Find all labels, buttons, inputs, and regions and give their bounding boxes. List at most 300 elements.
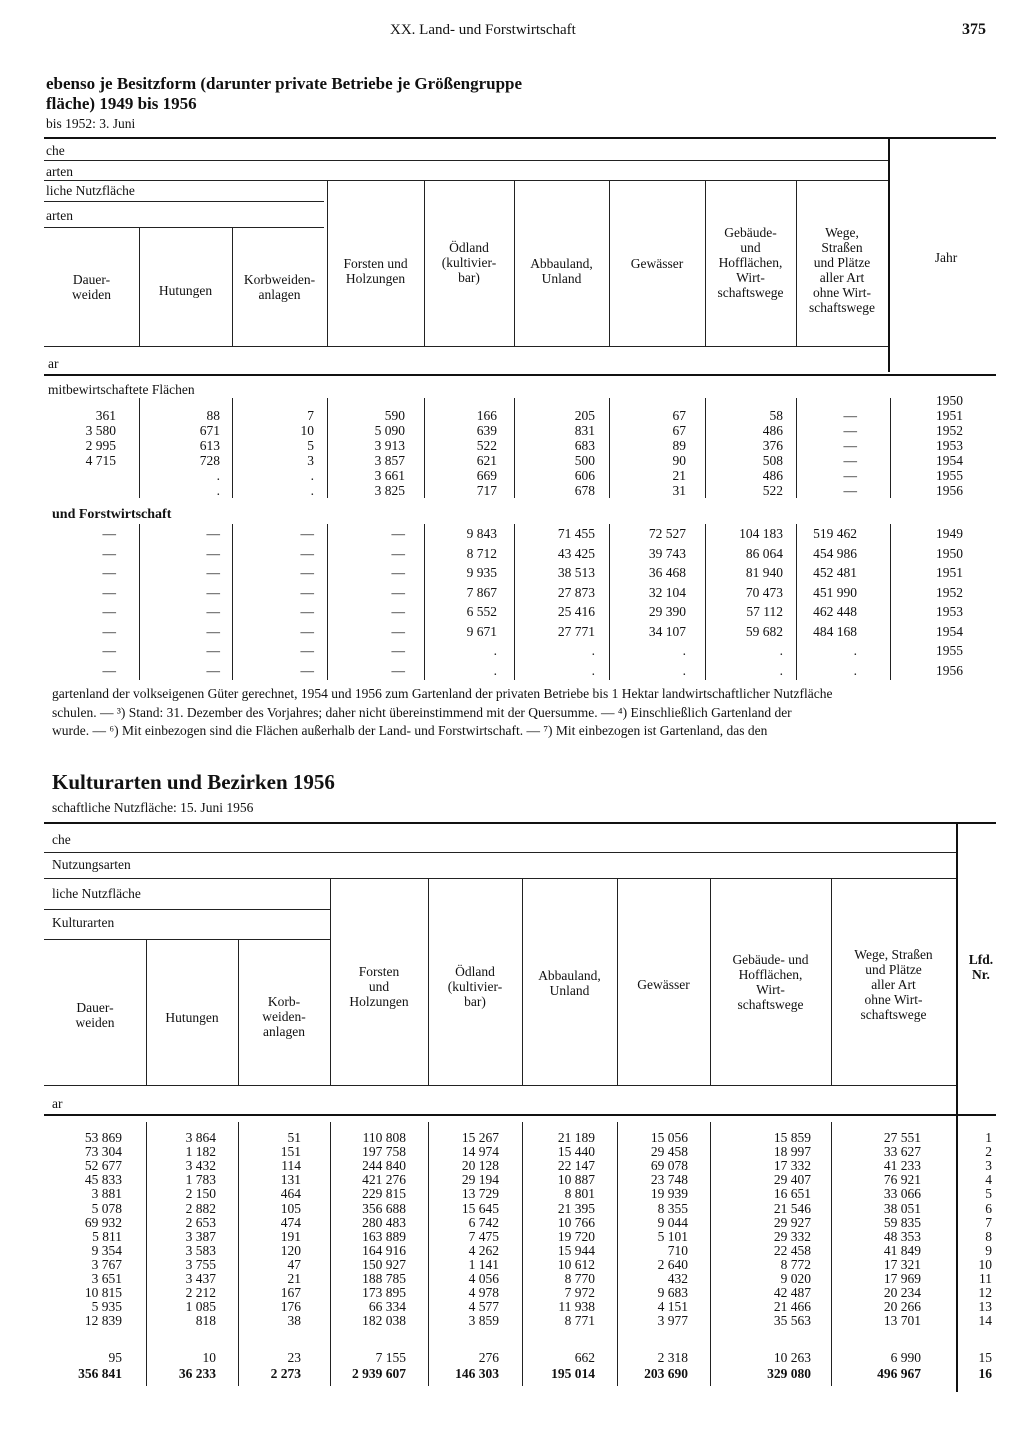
table-cell: . [493,662,497,678]
table-cell: 45 833 [84,1172,122,1188]
table-cell: 9 020 [780,1271,811,1286]
table-cell: 70 473 [745,584,783,600]
table-cell: 710 [667,1242,688,1258]
table-cell: 1949 [936,526,963,541]
table-row [0,1201,1024,1216]
t2-col-wege: Wege, Straßen und Plätze aller Art ohne Wirt- schaftswege [854,947,933,1022]
table-cell: 11 [979,1271,992,1286]
table-cell: — [206,662,220,678]
table-row [0,1366,1024,1381]
table-cell: 678 [574,483,595,498]
table-row [0,1144,1024,1159]
table-cell: 2 995 [85,438,116,453]
table-cell: . [591,643,595,658]
table-cell: 3 [307,453,314,468]
table-cell: 104 183 [739,526,783,541]
table-cell: — [843,438,857,453]
table-cell: — [300,526,314,541]
table-cell: 831 [574,423,595,438]
t1-stub-1: che [46,143,65,158]
table-cell: 195 014 [551,1366,595,1381]
table-cell: — [102,643,116,658]
table-cell: 20 266 [883,1299,921,1315]
table-cell: 7 867 [466,584,497,600]
table-cell: 3 857 [374,453,405,468]
t1-body-divider [232,398,233,498]
table-cell: 191 [280,1228,301,1244]
table-cell: 23 [287,1350,301,1365]
table-cell: 51 [287,1130,301,1145]
table-cell: 606 [574,468,595,483]
table-cell: 3 864 [185,1130,216,1145]
table-cell: — [300,565,314,580]
table-cell: 508 [762,453,783,468]
t1-col-forsten: Forsten und Holzungen [343,256,408,286]
table-cell: 35 563 [773,1313,811,1329]
table-cell: 9 935 [466,565,497,580]
table-cell: 8 [985,1228,992,1244]
table-cell: 519 462 [813,526,857,541]
table-cell: 47 [287,1256,301,1272]
table-cell: 3 661 [374,468,405,483]
table-cell: 3 767 [91,1256,122,1272]
table-cell: 197 758 [362,1144,406,1160]
table-cell: 3 651 [91,1271,122,1286]
table-cell: 19 720 [557,1228,595,1244]
table-cell: 89 [672,438,686,453]
t1-col-gewaesser: Gewässer [630,256,684,271]
table-cell: 484 168 [813,623,857,639]
table-cell: 500 [574,453,595,468]
table-cell: 59 682 [745,623,783,639]
t1-body-divider [890,524,891,680]
table-cell: 81 940 [745,565,783,580]
table-cell: 53 869 [84,1130,122,1145]
t2-col-forsten: Forsten und Holzungen [349,964,409,1009]
table-cell: 21 [287,1271,301,1286]
table-cell: 1952 [936,423,963,438]
table-cell: 12 [978,1285,992,1301]
table-cell: 21 [672,468,686,483]
table-cell: — [300,643,314,658]
table-cell: 4 978 [468,1285,499,1301]
table-row [0,1158,1024,1173]
table-cell: 8 770 [564,1271,595,1286]
table-cell: — [102,565,116,580]
table-cell: 8 712 [466,545,497,561]
table-row [0,453,1024,468]
table-cell: 52 677 [84,1158,122,1174]
table-cell: — [843,423,857,438]
table-cell: 3 437 [185,1271,216,1286]
table-cell: 17 969 [883,1271,921,1286]
table-cell: 38 [287,1313,301,1329]
table-cell: 452 481 [813,565,857,580]
t1-rule [44,201,324,202]
table1-title-line1: ebenso je Besitzform (darunter private Betriebe je Größengruppe [46,74,523,93]
table-cell: 110 808 [362,1130,406,1145]
table-cell: 2 150 [185,1186,216,1202]
table-cell: 669 [476,468,497,483]
table-cell: 2 939 607 [352,1366,406,1381]
table-cell: 683 [574,438,595,453]
table-cell: 356 841 [78,1366,122,1381]
table-cell: 4 577 [468,1299,499,1315]
table1-title-line2: fläche) 1949 bis 1956 [46,94,197,113]
table-cell: 29 407 [773,1172,811,1188]
table-cell: 613 [199,438,220,453]
chapter-title: XX. Land- und Forstwirtschaft [390,22,576,38]
table-cell: 1 141 [468,1256,499,1272]
table-cell: 8 801 [564,1186,595,1202]
table-cell: 15 944 [557,1242,595,1258]
table-cell: 10 766 [557,1214,595,1230]
t2-stub-1: che [52,832,71,847]
table-cell: 18 997 [773,1144,811,1160]
table-cell: 25 416 [557,604,595,619]
table-cell: 229 815 [362,1186,406,1202]
table-cell: 20 234 [883,1285,921,1301]
table-cell: — [300,604,314,619]
table-cell: 10 [300,423,314,438]
table-row [0,1186,1024,1201]
t1-body-divider [609,398,610,498]
t1-rule [44,227,324,228]
table-cell: 163 889 [362,1228,406,1244]
table-cell: 3 387 [185,1228,216,1244]
t1-rule [44,180,888,181]
table-cell: — [102,623,116,639]
table-cell: 4 151 [657,1299,688,1315]
table-cell: 23 748 [650,1172,688,1188]
t1-stub-2: arten [46,164,73,179]
table-cell: . [853,662,857,678]
t1-body-divider [890,398,891,498]
t1-body-divider [139,398,140,498]
table-cell: 29 390 [648,604,686,619]
table-cell: 3 859 [468,1313,499,1329]
table-cell: 3 583 [185,1242,216,1258]
t2-stub-4: Kulturarten [52,915,115,930]
t2-col-dauerweiden: Dauer- weiden [75,1000,115,1030]
table-cell: 71 455 [557,526,595,541]
table-cell: 48 353 [883,1228,921,1244]
t1-body-divider [327,524,328,680]
table-cell: 1952 [936,584,963,600]
t1-footnote-1: gartenland der volkseigenen Güter gerechnet, 1954 und 1956 zum Gartenland der privaten Betriebe bis 1 Hektar landwirtschaftlicher Nutzfläche [52,686,833,701]
t2-body-divider [617,1122,618,1386]
t1-col-jahr: Jahr [934,250,958,265]
table-cell: 33 066 [883,1186,921,1202]
table-cell: 1955 [936,468,963,483]
table-row [0,1172,1024,1187]
table-cell: 1 783 [185,1172,216,1188]
t2-rule [44,909,330,910]
t1-rule [44,160,888,161]
table-cell: 66 334 [368,1299,406,1315]
table-cell: 182 038 [362,1313,406,1329]
table-cell: . [216,468,220,483]
table-row [0,622,1024,641]
table-cell: 2 212 [185,1285,216,1301]
table-cell: — [391,526,405,541]
table-cell: 22 147 [557,1158,595,1174]
table-cell: 22 458 [773,1242,811,1258]
t1-col-korbweiden: Korbweiden- anlagen [243,272,316,302]
table-cell: . [591,662,595,678]
table-cell: 188 785 [362,1271,406,1286]
table-cell: 3 755 [185,1256,216,1272]
t2-col-lfdnr: Lfd. Nr. [968,952,994,982]
table2-subtitle: schaftliche Nutzfläche: 15. Juni 1956 [52,800,254,815]
table-cell: 3 432 [185,1158,216,1174]
table-cell: 9 683 [657,1285,688,1301]
table-cell: 59 835 [883,1214,921,1230]
table-cell: — [102,545,116,561]
table-cell: 88 [206,408,220,423]
table-cell: 590 [384,408,405,423]
table-cell: 451 990 [813,584,857,600]
t2-col-korbweiden: Korb- weiden- anlagen [262,994,306,1039]
table-cell: 5 [985,1186,992,1202]
table2-title: Kulturarten und Bezirken 1956 [52,770,335,794]
table-cell: . [779,643,783,658]
table-cell: 9 671 [466,623,497,639]
table-cell: 15 [978,1350,992,1365]
table-row [0,393,1024,408]
table-cell: 462 448 [813,604,857,619]
page-number: 375 [962,21,986,38]
table-cell: 43 425 [557,545,595,561]
table-cell: 3 977 [657,1313,688,1329]
table-row [0,641,1024,660]
table-cell: 3 580 [85,423,116,438]
table-cell: 728 [199,453,220,468]
table-cell: 69 078 [650,1158,688,1174]
table-cell: 13 [978,1299,992,1315]
t1-footnote-3: wurde. — ⁶) Mit einbezogen sind die Flächen außerhalb der Land- und Forstwirtschaft. — ⁷) Mit einbezogen ist Gartenland, das den [52,723,768,738]
table-cell: 454 986 [813,545,857,561]
table-cell: 10 887 [557,1172,595,1188]
t2-col-hutungen: Hutungen [165,1010,219,1025]
t1-col-abbauland: Abbauland, Unland [530,256,593,286]
table-row [0,1130,1024,1145]
table1-header-bottom-rule [44,374,996,376]
table-row [0,1299,1024,1314]
table-cell: 2 318 [657,1350,688,1365]
t2-rule [44,939,330,940]
table-cell: 73 304 [84,1144,122,1160]
table-cell: 29 927 [773,1214,811,1230]
table-cell: 173 895 [362,1285,406,1301]
table-cell: 15 645 [461,1200,499,1216]
t1-body-divider [327,398,328,498]
table-row [0,1313,1024,1328]
table-cell: 1950 [936,545,963,561]
t2-col-gewaesser: Gewässer [637,977,690,992]
table-row [0,1215,1024,1230]
table-cell: 95 [108,1350,122,1365]
table-cell: — [300,662,314,678]
t2-rule [44,1085,956,1086]
table-row [0,1229,1024,1244]
table-cell: 639 [476,423,497,438]
table-cell: 2 640 [657,1256,688,1272]
table-cell: 3 825 [374,483,405,498]
table-cell: 176 [280,1299,301,1315]
table-cell: 29 458 [650,1144,688,1160]
table-cell: 9 [985,1242,992,1258]
table-cell: 1956 [936,662,963,678]
table-cell: 21 466 [773,1299,811,1315]
t1-body-divider [424,398,425,498]
t1-col-oedland: Ödland (kultivier- bar) [441,240,497,285]
t1-col-wege: Wege, Straßen und Plätze aller Art ohne Wirt- schaftswege [809,225,875,315]
table-cell: 5 [307,438,314,453]
table-cell: 12 839 [84,1313,122,1329]
table-cell: 7 155 [375,1350,406,1365]
table-cell: 486 [762,423,783,438]
table-cell: — [391,623,405,639]
table-cell: 42 487 [773,1285,811,1301]
t2-body-divider [831,1122,832,1386]
table-cell: 203 690 [644,1366,688,1381]
table-cell: 17 321 [883,1256,921,1272]
table-row [0,1271,1024,1286]
table-cell: 131 [280,1172,301,1188]
table-cell: 13 729 [461,1186,499,1202]
t1-section-forstwirtschaft: und Forstwirtschaft [52,507,172,522]
table-row [0,1350,1024,1365]
table-cell: 9 354 [91,1242,122,1258]
table-cell: 27 551 [883,1130,921,1145]
table-cell: 8 771 [564,1313,595,1329]
t1-body-divider [705,524,706,680]
table-cell: 86 064 [745,545,783,561]
table-cell: 16 651 [773,1186,811,1202]
table-cell: 1953 [936,604,963,619]
table-cell: 4 715 [85,453,116,468]
table-cell: 16 [978,1366,992,1381]
table-cell: 151 [280,1144,301,1160]
table-cell: 6 990 [890,1350,921,1365]
t2-stub-3: liche Nutzfläche [52,886,141,901]
table-cell: 8 355 [657,1200,688,1216]
table-cell: 29 194 [461,1172,499,1188]
t2-body-divider [522,1122,523,1386]
t1-section-mitbewirtschaftet: mitbewirtschaftete Flächen [48,382,195,397]
table-cell: 14 [978,1313,992,1329]
table-cell: 67 [672,408,686,423]
table-row [0,583,1024,602]
table-cell: 1951 [936,408,963,423]
table-cell: 818 [195,1313,216,1329]
table-cell: 1 182 [185,1144,216,1160]
table-cell: — [391,643,405,658]
table-cell: 5 935 [91,1299,122,1315]
table-cell: 432 [667,1271,688,1286]
table-cell: 3 881 [91,1186,122,1202]
table-cell: 276 [478,1350,499,1365]
table-cell: . [310,468,314,483]
table-cell: 671 [199,423,220,438]
table-cell: — [843,408,857,423]
table-cell: — [843,468,857,483]
table-cell: 9 044 [657,1214,688,1230]
table-cell: 15 267 [461,1130,499,1145]
table-cell: — [843,453,857,468]
table-cell: 19 939 [650,1186,688,1202]
table-cell: 33 627 [883,1144,921,1160]
table-cell: 1954 [936,623,963,639]
table-cell: 41 849 [883,1242,921,1258]
table-cell: 1955 [936,643,963,658]
t1-body-divider [796,524,797,680]
table-cell: 90 [672,453,686,468]
table-cell: 76 921 [883,1172,921,1188]
t2-rule [44,878,956,879]
table-cell: 10 815 [84,1285,122,1301]
table-row [0,1285,1024,1300]
table-cell: 10 263 [773,1350,811,1365]
table-cell: 2 [985,1144,992,1160]
table-cell: 7 [307,408,314,423]
table-cell: — [102,662,116,678]
table-cell: 67 [672,423,686,438]
table-cell: 27 873 [557,584,595,600]
table-cell: 1953 [936,438,963,453]
table-cell: 5 101 [657,1228,688,1244]
table1-top-rule [44,137,996,139]
table-cell: 146 303 [455,1366,499,1381]
table-cell: 11 938 [558,1299,595,1315]
table-cell: 57 112 [746,604,783,619]
table-cell: 4 056 [468,1271,499,1286]
table-cell: 6 552 [466,604,497,619]
table-cell: 6 [985,1200,992,1216]
t1-body-divider [796,398,797,498]
table-cell: 5 090 [374,423,405,438]
table-cell: — [102,584,116,600]
table-row [0,602,1024,621]
table-cell: 21 395 [557,1200,595,1216]
table-cell: 5 078 [91,1200,122,1216]
table-cell: — [206,604,220,619]
table-cell: 69 932 [84,1214,122,1230]
table-row [0,1257,1024,1272]
table-cell: 1 [985,1130,992,1145]
table-cell: 21 546 [773,1200,811,1216]
table-cell: 36 468 [648,565,686,580]
table-cell: 21 189 [557,1130,595,1145]
t1-stub-3: liche Nutzfläche [46,183,135,198]
table-cell: 14 974 [461,1144,499,1160]
table-cell: 361 [95,408,116,423]
table1-subtitle: bis 1952: 3. Juni [46,116,136,131]
table-cell: — [206,545,220,561]
t1-rule [44,346,888,347]
table-cell: 1956 [936,483,963,498]
table-cell: 464 [280,1186,301,1202]
table-cell: 2 273 [270,1366,301,1381]
table-cell: . [682,643,686,658]
table-cell: 1950 [936,393,963,408]
table-cell: 8 772 [780,1256,811,1272]
t1-footnote-2: schulen. — ³) Stand: 31. Dezember des Vorjahres; daher nicht übereinstimmend mit der Quersumme. — ⁴) Einschließlich Gartenland der [52,705,792,720]
table-cell: 3 [985,1158,992,1174]
table-cell: 164 916 [362,1242,406,1258]
table-cell: — [391,662,405,678]
